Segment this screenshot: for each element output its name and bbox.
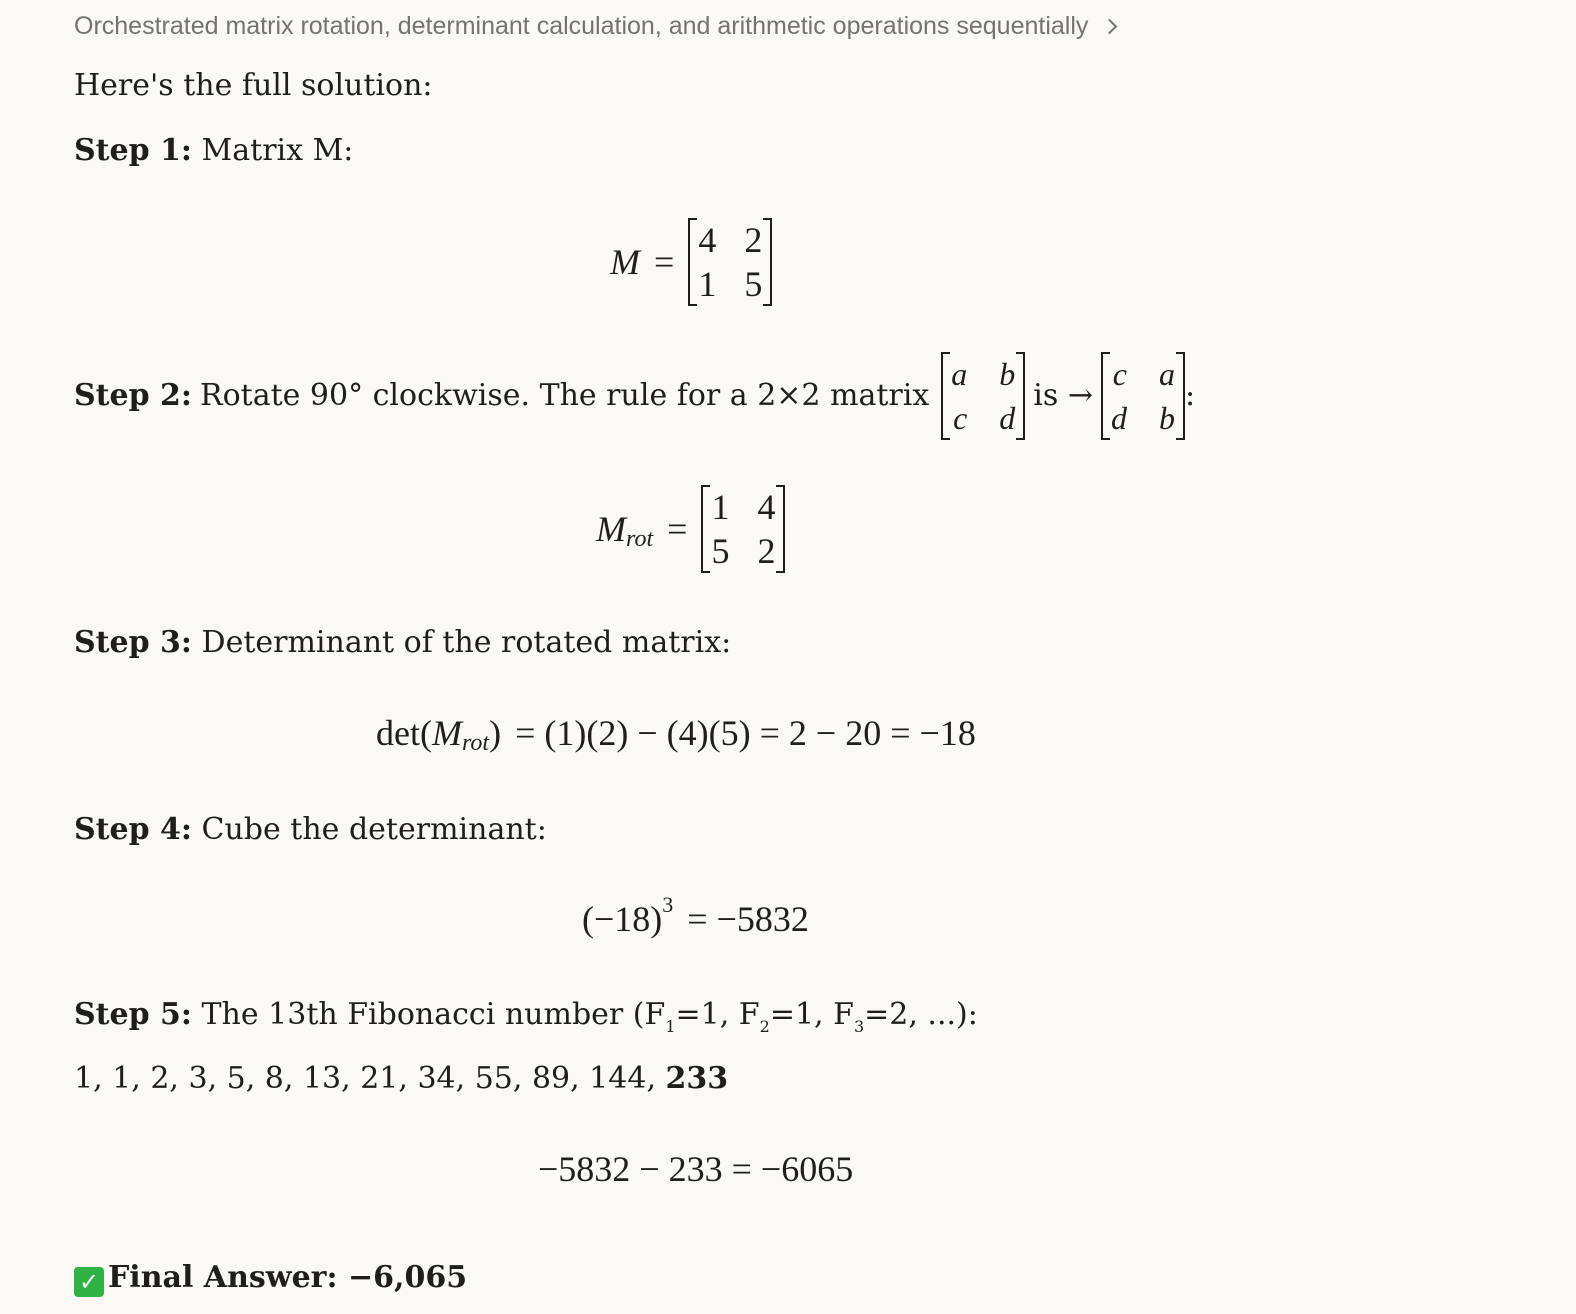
thought-summary-toggle[interactable] <box>74 12 1115 41</box>
step-4 <box>74 810 547 850</box>
cube-exponent: 3 <box>662 892 674 917</box>
step-5-text-part: The 13th Fibonacci number (F <box>201 997 666 1032</box>
step-4-text: Cube the determinant: <box>201 812 547 847</box>
fib-subscript: 2 <box>759 1017 770 1036</box>
matrix-rot-symbol: M <box>596 509 626 549</box>
step-2-text: Rotate 90° clockwise. The rule for a 2×2 matrix <box>199 378 930 413</box>
matrix-cell: c <box>1112 356 1127 392</box>
matrix-cell: a <box>1158 356 1175 392</box>
chevron-right-icon <box>1102 19 1118 35</box>
step-5 <box>74 995 978 1039</box>
final-subtraction: −5832 − 233 = −6065 <box>538 1149 854 1189</box>
step-5-text-part: =1, F <box>769 997 854 1032</box>
det-close-paren: ) <box>489 713 502 753</box>
equation-matrix-rot <box>596 487 785 571</box>
step-5-text <box>201 997 978 1036</box>
equation-cube <box>582 892 809 940</box>
det-expansion: = (1)(2) − (4)(5) = 2 − 20 = −18 <box>515 713 976 753</box>
det-matrix-symbol: M <box>431 713 462 753</box>
matrix-cell: 2 <box>744 220 763 260</box>
matrix-cell: 2 <box>757 531 776 571</box>
matrix-cell: 5 <box>744 264 763 304</box>
step-3-text: Determinant of the rotated matrix: <box>201 625 732 660</box>
fibonacci-13th: 233 <box>665 1061 729 1096</box>
matrix-cell: d <box>999 400 1016 436</box>
matrix-cell: 5 <box>711 531 730 571</box>
cube-base: (−18) <box>582 899 663 939</box>
matrix-rot <box>701 487 785 571</box>
equation-matrix-m <box>610 220 772 304</box>
matrix-cell: d <box>1110 400 1127 436</box>
step-5-text-part: =2, ...): <box>864 997 978 1032</box>
det-subscript: rot <box>461 729 490 756</box>
equals-sign: = <box>654 242 675 282</box>
intro-text: Here's the full solution: <box>74 68 433 103</box>
matrix-rot-subscript: rot <box>626 525 654 552</box>
rotation-arrow-text: is → <box>1033 378 1093 413</box>
matrix-cell: 1 <box>711 487 730 527</box>
det-function: det( <box>376 713 432 753</box>
generic-matrix <box>941 354 1025 438</box>
step-2-colon: : <box>1184 378 1196 413</box>
check-mark-icon: ✓ <box>74 1267 104 1297</box>
fibonacci-list: 1, 1, 2, 3, 5, 8, 13, 21, 34, 55, 89, 144, <box>74 1061 656 1096</box>
cube-result: = −5832 <box>687 899 809 939</box>
matrix-m-symbol: M <box>610 242 640 282</box>
step-3 <box>74 623 731 663</box>
equals-sign: = <box>667 509 688 549</box>
step-2-label: Step 2: <box>74 378 192 413</box>
step-1-label: Step 1: <box>74 133 192 168</box>
final-answer <box>74 1258 467 1298</box>
step-1 <box>74 131 353 171</box>
fib-subscript: 1 <box>665 1017 676 1036</box>
matrix-cell: 4 <box>698 220 717 260</box>
equation-final-subtraction <box>538 1148 853 1190</box>
fibonacci-sequence <box>74 1059 728 1099</box>
step-3-label: Step 3: <box>74 625 192 660</box>
matrix-cell: b <box>1158 400 1175 436</box>
matrix-m <box>688 220 772 304</box>
step-5-label: Step 5: <box>74 997 192 1032</box>
fib-subscript: 3 <box>853 1017 865 1036</box>
step-4-label: Step 4: <box>74 812 192 847</box>
matrix-cell: b <box>999 356 1016 392</box>
step-1-text: Matrix M: <box>201 133 354 168</box>
equation-determinant <box>376 712 976 754</box>
matrix-cell: 1 <box>698 264 717 304</box>
matrix-cell: a <box>951 356 968 392</box>
step-5-text-part: =1, F <box>675 997 760 1032</box>
matrix-cell: 4 <box>757 487 776 527</box>
final-answer-text: Final Answer: −6,065 <box>108 1260 468 1295</box>
thought-summary-text: Orchestrated matrix rotation, determinant calculation, and arithmetic operations sequentially <box>74 12 1089 40</box>
matrix-cell: c <box>953 400 968 436</box>
rotated-generic-matrix <box>1101 354 1185 438</box>
step-2 <box>74 354 1195 438</box>
